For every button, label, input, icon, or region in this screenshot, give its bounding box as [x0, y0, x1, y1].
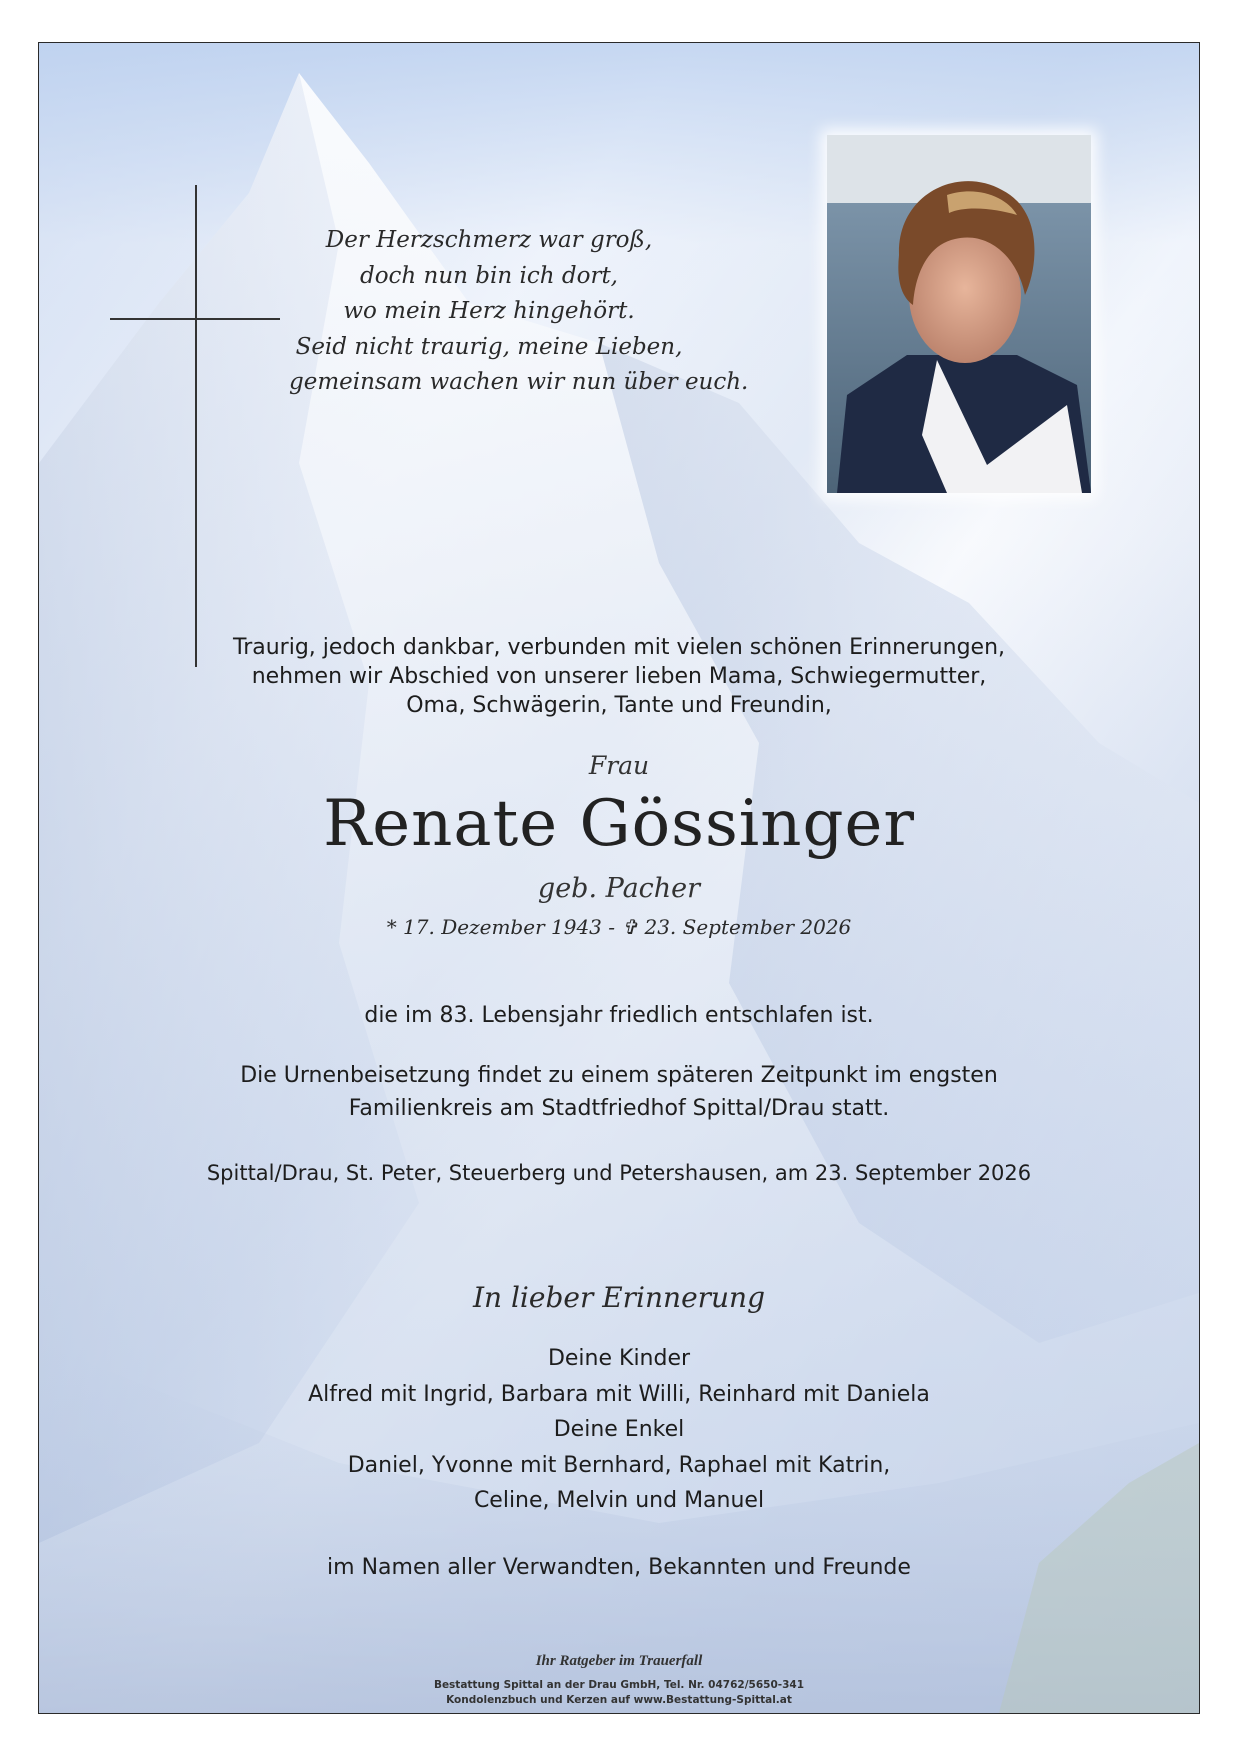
age-line: die im 83. Lebensjahr friedlich entschlafen ist. — [364, 1003, 874, 1028]
relatives-line: im Namen aller Verwandten, Bekannten und Freunde — [327, 1555, 911, 1580]
family-line: Daniel, Yvonne mit Bernhard, Raphael mit Katrin, — [347, 1452, 891, 1478]
poem — [289, 223, 749, 401]
intro-line: Traurig, jedoch dankbar, verbunden mit vielen schönen Erinnerungen, — [232, 635, 1006, 660]
obituary-card — [38, 42, 1200, 1714]
deceased-name: Renate Gössinger — [323, 787, 915, 861]
place-date: Spittal/Drau, St. Peter, Steuerberg und Petershausen, am 23. September 2026 — [206, 1161, 1032, 1185]
intro-line: nehmen wir Abschied von unserer lieben Mama, Schwiegermutter, — [251, 664, 987, 689]
family-line: Deine Enkel — [553, 1417, 685, 1442]
portrait-photo — [827, 135, 1091, 493]
life-dates: * 17. Dezember 1943 - ✞ 23. September 2026 — [386, 915, 852, 939]
footer-company: Bestattung Spittal an der Drau GmbH, Tel. Nr. 04762/5650-341 — [433, 1679, 805, 1691]
burial-line: Familienkreis am Stadtfriedhof Spittal/Drau statt. — [348, 1096, 890, 1121]
salutation: Frau — [588, 751, 650, 780]
poem-line: gemeinsam wachen wir nun über euch. — [289, 369, 749, 395]
family-line: Deine Kinder — [547, 1346, 691, 1371]
intro-text — [39, 633, 1199, 720]
poem-line: doch nun bin ich dort, — [359, 262, 618, 289]
intro-line: Oma, Schwägerin, Tante und Freundin, — [406, 693, 832, 718]
family-list — [39, 1341, 1199, 1519]
cross-horizontal-line — [110, 318, 280, 320]
cross-vertical-line — [195, 185, 197, 667]
poem-line: wo mein Herz hingehört. — [343, 298, 635, 324]
burial-line: Die Urnenbeisetzung findet zu einem späteren Zeitpunkt im engsten — [240, 1063, 998, 1088]
burial-info — [39, 1059, 1199, 1125]
family-line: Alfred mit Ingrid, Barbara mit Willi, Reinhard mit Daniela — [308, 1381, 930, 1407]
footer-website: Kondolenzbuch und Kerzen auf www.Bestattung-Spittal.at — [446, 1694, 792, 1706]
poem-line: Der Herzschmerz war groß, — [325, 227, 653, 253]
family-line: Celine, Melvin und Manuel — [473, 1488, 765, 1513]
poem-line: Seid nicht traurig, meine Lieben, — [295, 333, 683, 360]
footer-slogan: Ihr Ratgeber im Trauerfall — [535, 1653, 703, 1669]
maiden-name: geb. Pacher — [537, 873, 701, 904]
memory-heading: In lieber Erinnerung — [472, 1281, 766, 1314]
